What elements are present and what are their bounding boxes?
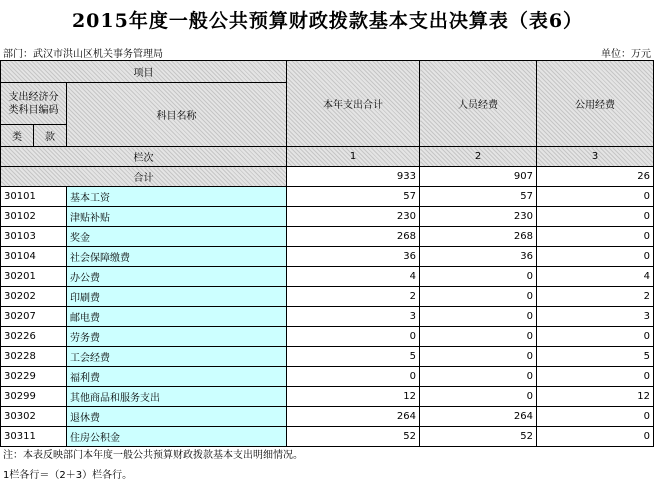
row-total: 12 xyxy=(287,387,420,407)
expenditure-table xyxy=(0,60,654,447)
row-code: 30102 xyxy=(1,207,67,227)
row-total: 52 xyxy=(287,427,420,447)
row-subject-name: 劳务费 xyxy=(67,327,287,347)
table-row xyxy=(1,347,654,367)
row-personnel: 0 xyxy=(420,347,537,367)
row-personnel: 230 xyxy=(420,207,537,227)
row-total: 36 xyxy=(287,247,420,267)
row-code: 30299 xyxy=(1,387,67,407)
table-row xyxy=(1,227,654,247)
row-subject-name: 住房公积金 xyxy=(67,427,287,447)
column-no-2: 2 xyxy=(420,147,537,167)
column-no-3: 3 xyxy=(537,147,654,167)
table-row xyxy=(1,427,654,447)
row-public: 0 xyxy=(537,187,654,207)
row-code: 30103 xyxy=(1,227,67,247)
table-row xyxy=(1,407,654,427)
row-public: 4 xyxy=(537,267,654,287)
row-subject-name: 社会保障缴费 xyxy=(67,247,287,267)
row-total: 268 xyxy=(287,227,420,247)
row-personnel: 0 xyxy=(420,327,537,347)
row-total: 230 xyxy=(287,207,420,227)
header-col-total: 本年支出合计 xyxy=(287,61,420,147)
total-personnel: 907 xyxy=(420,167,537,187)
header-col-public: 公用经费 xyxy=(537,61,654,147)
row-personnel: 57 xyxy=(420,187,537,207)
row-subject-name: 办公费 xyxy=(67,267,287,287)
row-code: 30104 xyxy=(1,247,67,267)
row-code: 30311 xyxy=(1,427,67,447)
table-row xyxy=(1,387,654,407)
row-code: 30101 xyxy=(1,187,67,207)
row-subject-name: 邮电费 xyxy=(67,307,287,327)
row-total: 4 xyxy=(287,267,420,287)
header-column-no: 栏次 xyxy=(1,147,287,167)
row-public: 0 xyxy=(537,227,654,247)
table-row xyxy=(1,307,654,327)
row-code: 30202 xyxy=(1,287,67,307)
row-personnel: 36 xyxy=(420,247,537,267)
row-personnel: 52 xyxy=(420,427,537,447)
row-subject-name: 工会经费 xyxy=(67,347,287,367)
row-personnel: 0 xyxy=(420,267,537,287)
row-subject-name: 基本工资 xyxy=(67,187,287,207)
row-total: 0 xyxy=(287,327,420,347)
table-row xyxy=(1,327,654,347)
row-total: 2 xyxy=(287,287,420,307)
row-public: 0 xyxy=(537,247,654,267)
row-code: 30226 xyxy=(1,327,67,347)
row-code: 30302 xyxy=(1,407,67,427)
row-public: 0 xyxy=(537,207,654,227)
row-public: 0 xyxy=(537,327,654,347)
row-code: 30228 xyxy=(1,347,67,367)
row-total: 0 xyxy=(287,367,420,387)
row-public: 2 xyxy=(537,287,654,307)
header-category-code: 支出经济分类科目编码 xyxy=(1,83,67,125)
row-personnel: 264 xyxy=(420,407,537,427)
row-code: 30229 xyxy=(1,367,67,387)
row-personnel: 0 xyxy=(420,367,537,387)
row-code: 30207 xyxy=(1,307,67,327)
row-subject-name: 退休费 xyxy=(67,407,287,427)
row-subject-name: 奖金 xyxy=(67,227,287,247)
report-title: 2015年度一般公共预算财政拨款基本支出决算表（表6） xyxy=(71,10,584,32)
total-amount: 933 xyxy=(287,167,420,187)
row-subject-name: 福利费 xyxy=(67,367,287,387)
row-personnel: 268 xyxy=(420,227,537,247)
note-description: 注：本表反映部门本年度一般公共预算财政拨款基本支出明细情况。 xyxy=(3,450,303,461)
row-personnel: 0 xyxy=(420,307,537,327)
row-total: 57 xyxy=(287,187,420,207)
row-public: 0 xyxy=(537,367,654,387)
table-row xyxy=(1,207,654,227)
header-lei: 类 xyxy=(1,125,34,147)
header-subject-name: 科目名称 xyxy=(67,83,287,147)
row-total: 264 xyxy=(287,407,420,427)
note-formula: 1栏各行＝（2＋3）栏各行。 xyxy=(3,470,133,481)
row-personnel: 0 xyxy=(420,287,537,307)
row-personnel: 0 xyxy=(420,387,537,407)
department-label: 部门：武汉市洪山区机关事务管理局 xyxy=(3,49,163,60)
table-row xyxy=(1,287,654,307)
row-total: 3 xyxy=(287,307,420,327)
table-row xyxy=(1,247,654,267)
row-code: 30201 xyxy=(1,267,67,287)
row-subject-name: 印刷费 xyxy=(67,287,287,307)
header-item: 项目 xyxy=(1,61,287,83)
row-public: 5 xyxy=(537,347,654,367)
row-subject-name: 其他商品和服务支出 xyxy=(67,387,287,407)
header-kuan: 款 xyxy=(34,125,67,147)
table-row xyxy=(1,187,654,207)
row-total: 5 xyxy=(287,347,420,367)
row-public: 0 xyxy=(537,407,654,427)
total-public: 26 xyxy=(537,167,654,187)
table-row xyxy=(1,367,654,387)
column-no-1: 1 xyxy=(287,147,420,167)
row-public: 3 xyxy=(537,307,654,327)
row-subject-name: 津贴补贴 xyxy=(67,207,287,227)
unit-label: 单位：万元 xyxy=(601,49,651,60)
row-public: 0 xyxy=(537,427,654,447)
header-col-personnel: 人员经费 xyxy=(420,61,537,147)
row-public: 12 xyxy=(537,387,654,407)
table-row xyxy=(1,267,654,287)
total-label: 合计 xyxy=(1,167,287,187)
